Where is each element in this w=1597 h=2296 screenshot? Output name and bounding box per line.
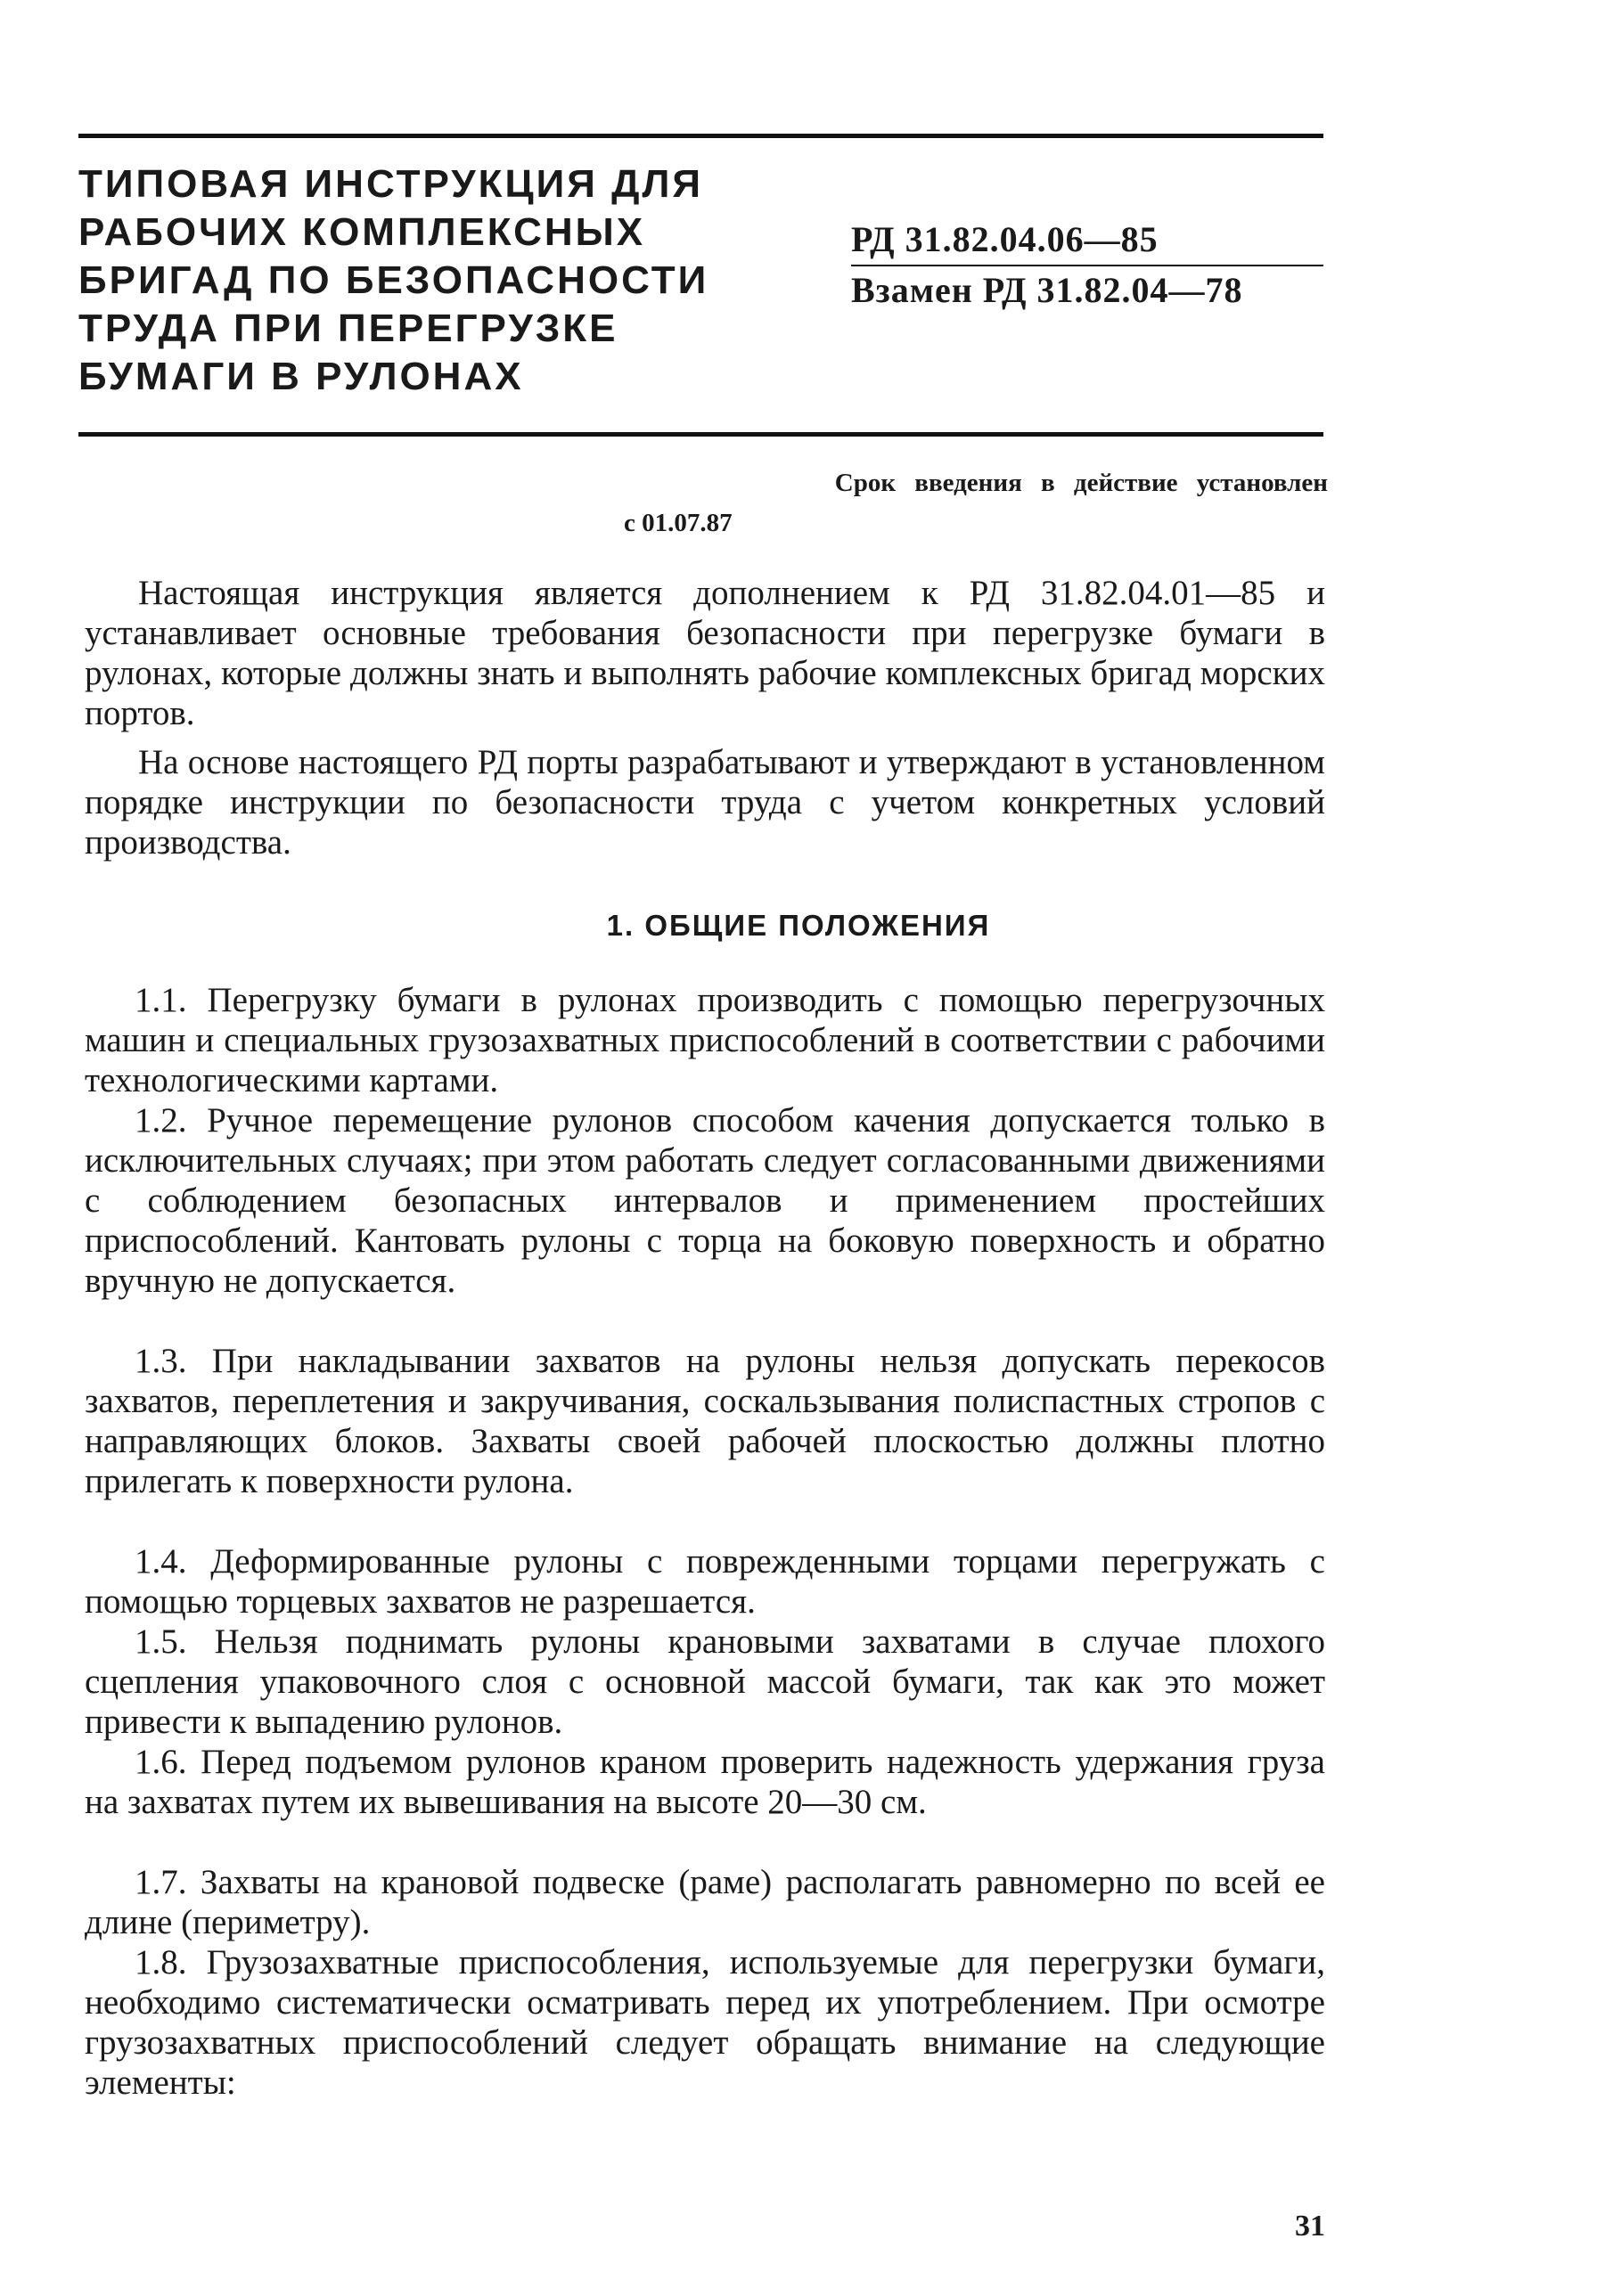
document-codes xyxy=(851,218,1323,313)
section-item: 1.3. При накладывании захватов на рулоны нельзя допускать перекосов захватов, переплетения и закручивания, соскальзывания полиспастных стропов с направляющих блоков. Захваты своей рабочей плоскостью должны плотно прилегать к поверхности рулона. xyxy=(85,1342,1325,1500)
effective-date xyxy=(624,463,1328,543)
section-item: 1.6. Перед подъемом рулонов краном проверить надежность удержания груза на захватах путем их вывешивания на высоте 20—30 см. xyxy=(85,1743,1325,1821)
page-number: 31 xyxy=(1295,2210,1325,2243)
section-item: 1.4. Деформированные рулоны с поврежденными торцами перегружать с помощью торцевых захватов не разрешается. xyxy=(85,1542,1325,1621)
title-line: БУМАГИ В РУЛОНАХ xyxy=(78,355,524,398)
section-heading: 1. ОБЩИЕ ПОЛОЖЕНИЯ xyxy=(606,909,991,942)
replaces-code: Взамен РД 31.82.04—78 xyxy=(851,270,1243,310)
document-title xyxy=(78,160,756,401)
top-rule xyxy=(78,134,1323,138)
section-item: 1.1. Перегрузку бумаги в рулонах производить с помощью перегрузочных машин и специальных грузозахватных приспособлений в соответствии с рабочими технологическими картами. xyxy=(85,981,1325,1099)
section-item: 1.5. Нельзя поднимать рулоны крановыми захватами в случае плохого сцепления упаковочного слоя с основной массой бумаги, так как это может привести к выпадению рулонов. xyxy=(85,1622,1325,1741)
document-code: РД 31.82.04.06—85 xyxy=(851,218,1323,266)
title-line: РАБОЧИХ КОМПЛЕКСНЫХ xyxy=(78,210,646,254)
title-line: ТРУДА ПРИ ПЕРЕГРУЗКЕ xyxy=(78,306,618,350)
intro-paragraph: Настоящая инструкция является дополнением к РД 31.82.04.01—85 и устанавливает основные требования безопасности при перегрузке бумаги в рулонах, которые должны знать и выполнять рабочие комплексных бригад морских портов. xyxy=(85,574,1325,732)
effective-date-value: с 01.07.87 xyxy=(624,509,733,537)
section-item: 1.7. Захваты на крановой подвеске (раме) располагать равномерно по всей ее длине (периметру). xyxy=(85,1863,1325,1941)
bottom-rule xyxy=(78,432,1323,437)
intro-paragraph: На основе настоящего РД порты разрабатывают и утверждают в установленном порядке инструкции по безопасности труда с учетом конкретных условий производства. xyxy=(85,743,1325,862)
effective-date-label: Срок введения в действие установлен xyxy=(834,469,1328,497)
title-line: БРИГАД ПО БЕЗОПАСНОСТИ xyxy=(78,258,709,302)
section-item: 1.8. Грузозахватные приспособления, используемые для перегрузки бумаги, необходимо систематически осматривать перед их употреблением. При осмотре грузозахватных приспособлений следует обращать внимание на следующие элементы: xyxy=(85,1943,1325,2102)
section-item: 1.2. Ручное перемещение рулонов способом качения допускается только в исключительных случаях; при этом работать следует согласованными движениями с соблюдением безопасных интервалов и применением простейших приспособлений. Кантовать рулоны с торца на боковую поверхность и обратно вручную не допускается. xyxy=(85,1101,1325,1300)
title-line: ТИПОВАЯ ИНСТРУКЦИЯ ДЛЯ xyxy=(78,162,703,206)
